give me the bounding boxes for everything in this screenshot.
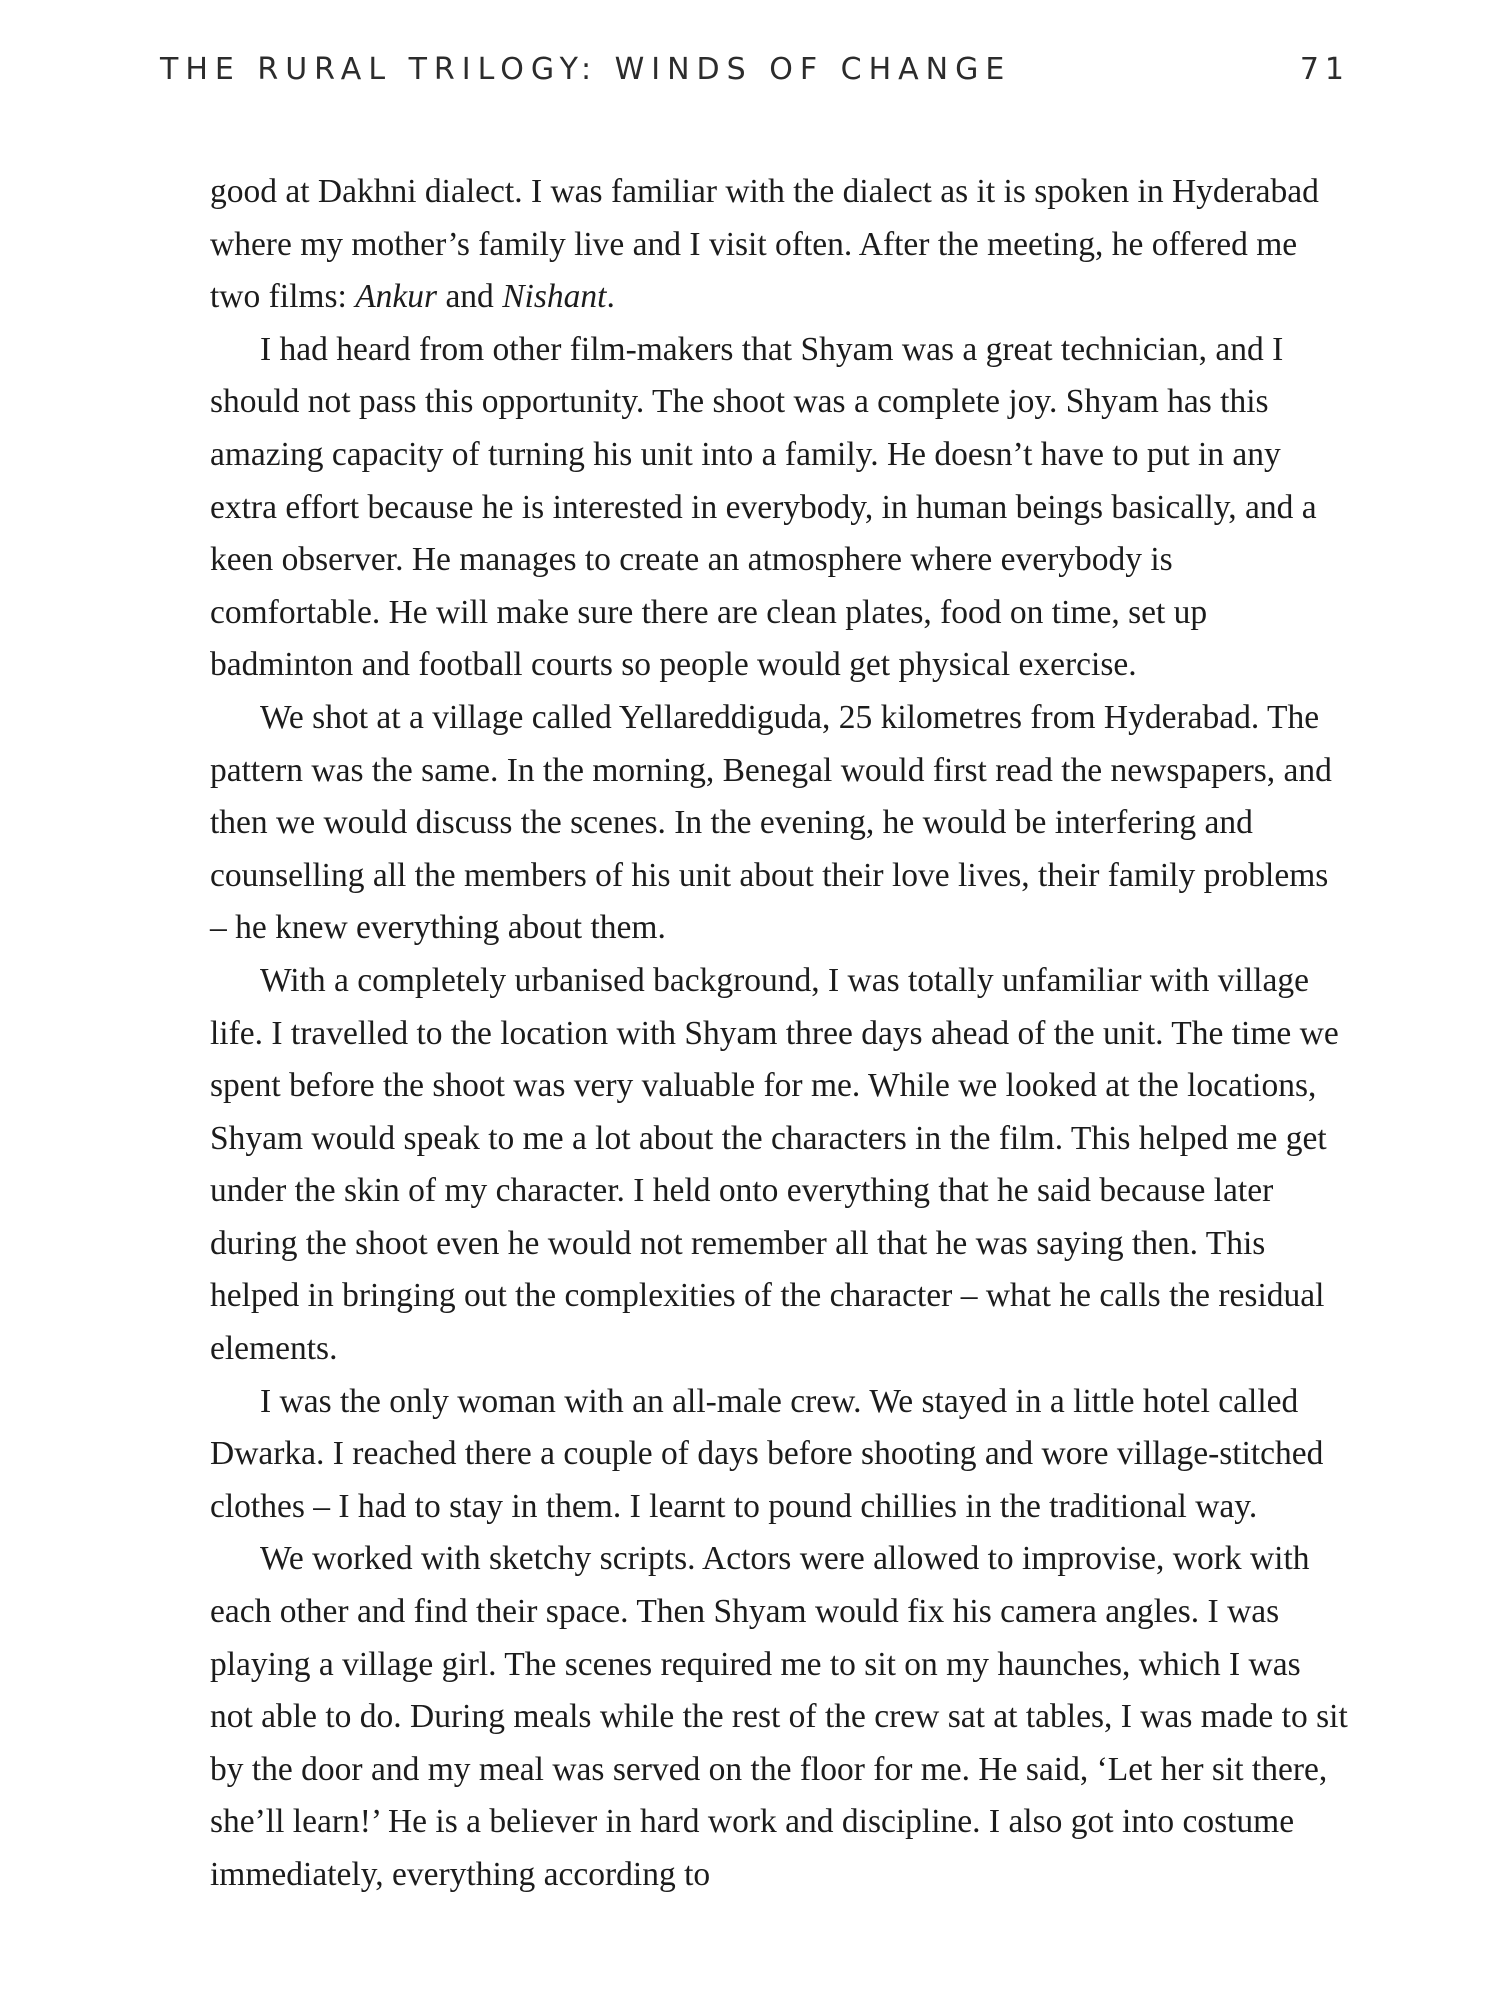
paragraph-1-text: good at Dakhni dialect. I was familiar with the dialect as it is spoken in Hyderabad where my mother’s family live and I visit often. After the meeting, he offered me two films: bbox=[210, 173, 1319, 316]
paragraph-6: We worked with sketchy scripts. Actors were allowed to improvise, work with each other and find their space. Then Shyam would fix his camera angles. I was playing a village girl. The scenes required me to sit on my haunches, which I was not able to do. During meals while the rest of the crew sat at tables, I was made to sit by the door and my meal was served on the floor for me. He said, ‘Let her sit there, she’ll learn!’ He is a believer in hard work and discipline. I also got into costume immediately, everything according to bbox=[210, 1540, 1348, 1893]
film-title-nishant: Nishant bbox=[502, 278, 607, 316]
paragraph-5: I was the only woman with an all-male crew. We stayed in a little hotel called Dwarka. I reached there a couple of days before shooting and wore village-stitched clothes – I had to stay in them. I learnt to pound chillies in the traditional way. bbox=[210, 1382, 1324, 1525]
body-text bbox=[210, 166, 1350, 1902]
paragraph-3: We shot at a village called Yellareddiguda, 25 kilometres from Hyderabad. The pattern was the same. In the morning, Benegal would first read the newspapers, and then we would discuss the scenes. In the evening, he would be interfering and counselling all the members of his unit about their love lives, their family problems – he knew everything about them. bbox=[210, 698, 1332, 947]
paragraph-1 bbox=[210, 166, 1350, 324]
running-title: THE RURAL TRILOGY: WINDS OF CHANGE bbox=[160, 52, 1012, 87]
paragraph-4: With a completely urbanised background, I was totally unfamiliar with village life. I travelled to the location with Shyam three days ahead of the unit. The time we spent before the shoot was very valuable for me. While we looked at the locations, Shyam would speak to me a lot about the characters in the film. This helped me get under the skin of my character. I held onto everything that he said because later during the shoot even he would not remember all that he was saying then. This helped in bringing out the complexities of the character – what he calls the residual elements. bbox=[210, 961, 1339, 1368]
paragraph-1-conjunction: and bbox=[437, 278, 503, 316]
paragraph-2: I had heard from other film-makers that Shyam was a great technician, and I should not pass this opportunity. The shoot was a complete joy. Shyam has this amazing capacity of turning his unit into a family. He doesn’t have to put in any extra effort because he is interested in everybody, in human beings basically, and a keen observer. He manages to create an atmosphere where everybody is comfortable. He will make sure there are clean plates, food on time, set up badminton and football courts so people would get physical exercise. bbox=[210, 330, 1317, 684]
paragraph-1-end: . bbox=[606, 278, 615, 316]
page-number: 71 bbox=[1299, 52, 1350, 87]
running-header bbox=[160, 52, 1350, 102]
film-title-ankur: Ankur bbox=[355, 278, 438, 316]
